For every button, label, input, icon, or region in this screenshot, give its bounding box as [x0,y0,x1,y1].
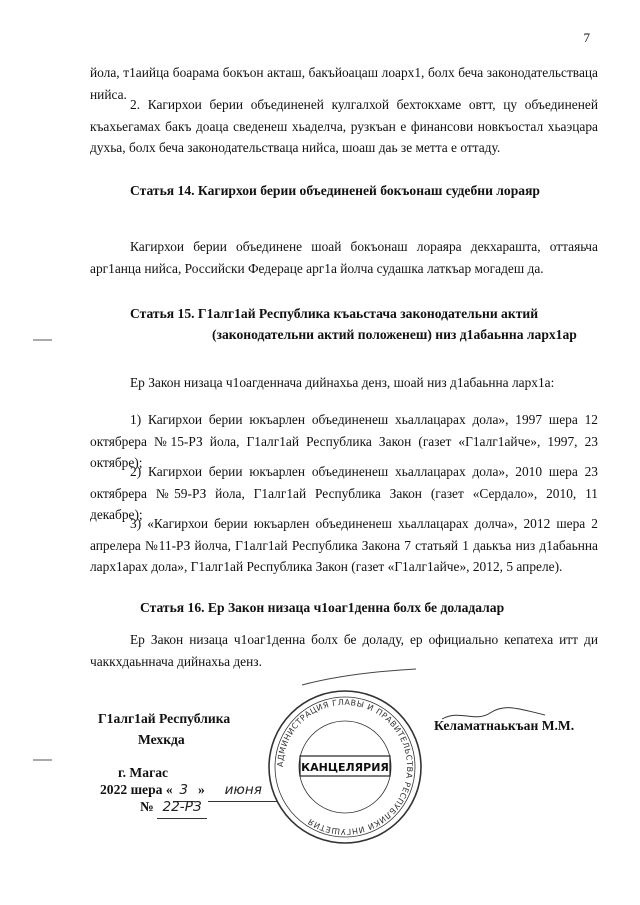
article-14-title: Статья 14. Кагирхои берии объединеней бокъонаш судебни лораяр [130,183,540,198]
date-prefix: 2022 шера « [100,782,173,797]
date-month: июня [208,780,278,802]
signature-left-role: Мехкда [138,732,185,747]
number-prefix: № [140,799,158,814]
official-stamp [260,682,430,852]
article-16-text: Ер Закон низаца ч1оаг1денна болх бе доладу, ер официально кепатеха итт ди чаккхдаьннача дийнахьа денз. [90,632,598,669]
article-14-heading [130,180,598,201]
place-text: г. Магас [118,765,169,780]
date-day: 3 [173,780,195,802]
paragraph-continuation: йола, т1аийца боарама бокъон акташ, бакъйоацаш лоарх1, болх беча законодательстваца нийса. [90,65,598,102]
article-14-text: Кагирхои берии объединене шоай бокъонаш лораяра декхараштa, оттаяьча арг1анца нийса, Российски Федераце арг1а йолча судашка латкъар могадеш да. [90,239,598,276]
signature-left-block [98,708,230,750]
paragraph-2: 2. Кагирхои берии объединеней кулгалхой бехтокхаме овтт, цу объединеней къахьегамах бакъ доаца сведенеш хьаделча, рузкъан е финансови новкъостал хьаэцара духьа, болх беча законодательстваца нийса, шоаш даь зе метта е оттаду. [90,97,598,155]
stamp-center-text: КАНЦЕЛЯРИЯ [301,761,389,774]
article-15-item-3: 3) «Кагирхои берии юкъарлен объединенеш хьаллацарах долча», 2012 шера 2 апрелера №11-РЗ йолча, Г1алг1ай Республика Закона 7 статьяй 1 даькъа низ д1абаьнна ларх1арах дола», Г1алг1ай Республика Закон (газет «Г1алг1айче», 2012, 5 апреле). [90,516,598,574]
number-line [140,796,207,819]
article-16-title: Статья 16. Ер Закон низаца ч1оаг1денна болх бе доладалар [140,600,505,615]
article-15-item-2: 2) Кагирхои берии юкъарлен объединенеш хьаллацарах дола», 2010 шера 23 октябрера №59-РЗ йола, Г1алг1ай Республика Закон (газет «Сердало», 2010, 11 декабре); [90,464,598,522]
signature-left-title: Г1алг1ай Республика [98,711,231,726]
margin-mark [32,756,54,764]
article-15-item-1: 1) Кагирхои берии юкъарлен объединенеш хьаллацарах дола», 1997 шера 12 октябрера №15-РЗ йола, Г1алг1ай Республика Закон (газет «Г1алг1айче», 1997, 23 октябре); [90,412,598,470]
page-number: 7 [583,30,590,45]
article-15-heading [130,303,598,345]
number-value: 22-РЗ [157,797,207,819]
margin-mark [32,336,54,344]
article-16-heading [140,597,608,618]
signature-scribble [440,705,550,725]
article-15-title: Статья 15. Г1алг1ай Республика къаьстача законодательни актий (законодательни актий положенеш) низ д1абаьнна ларх1ар [130,306,577,342]
stamp-ring-text: АДМИНИСТРАЦИЯ ГЛАВЫ И ПРАВИТЕЛЬСТВА РЕСПУБЛИКИ ИНГУШЕТИЯ [275,697,415,837]
date-mid: » [194,782,209,797]
signature-right-name: Келаматнаькъан М.М. [434,718,575,733]
article-15-intro: Ер Закон низаца ч1оагденнача дийнахьа денз, шоай низ д1абаьнна ларх1а: [130,375,555,390]
